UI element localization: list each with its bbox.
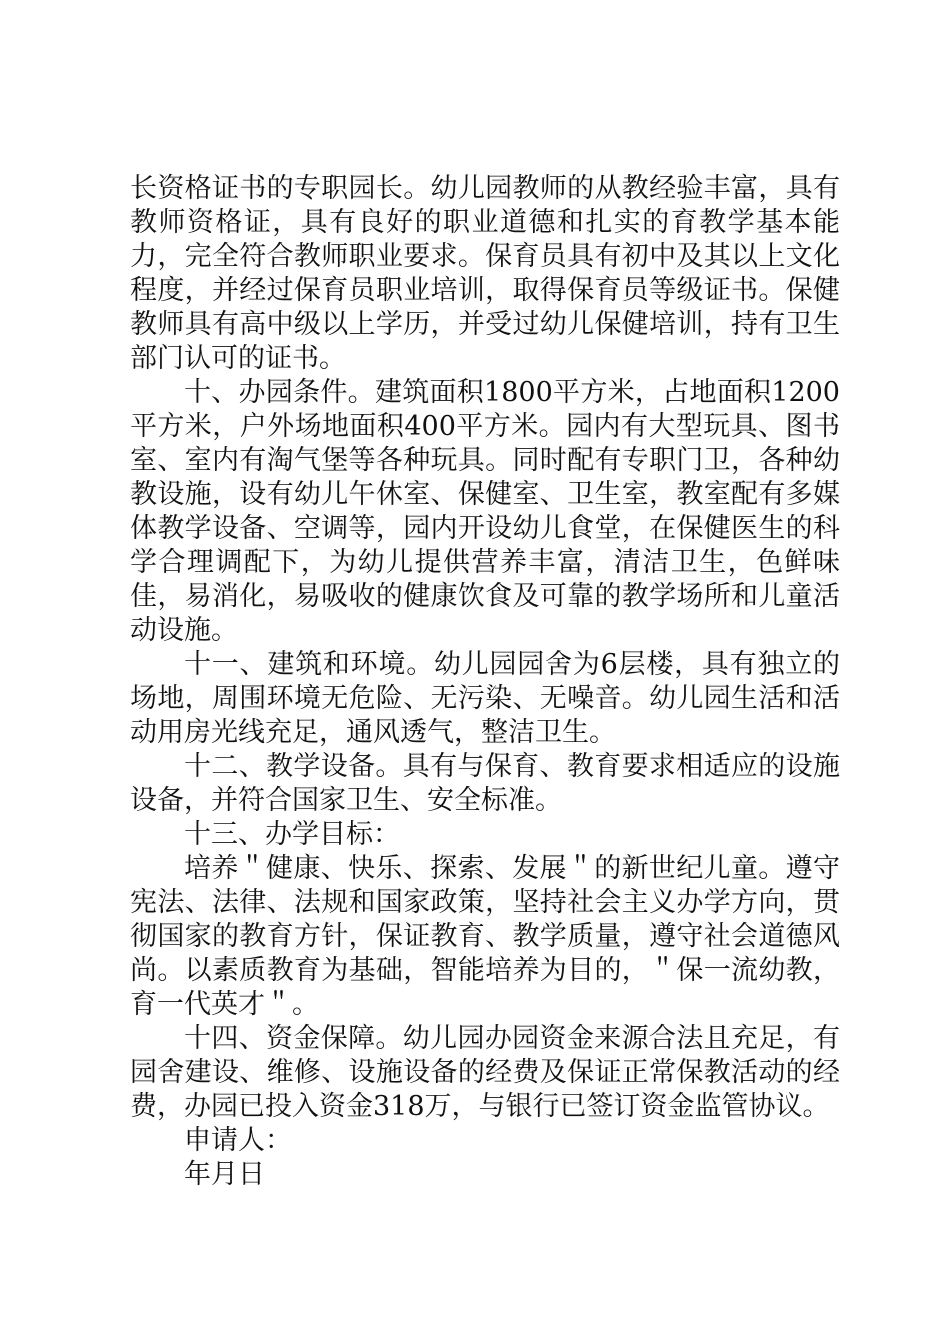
date-line: 年月日 <box>184 1159 265 1190</box>
paragraph-qualifications: 长资格证书的专职园长。幼儿园教师的从教经验丰富，具有教师资格证，具有良好的职业道德和扎实的育教学基本能力，完全符合教师职业要求。保育员具有初中及其以上文化程度，并经过保育员职业培训，取得保育员等级证书。保健教师具有高中级以上学历，并受过幼儿保健培训，持有卫生部门认可的证书。 <box>130 173 840 374</box>
paragraph-building-environment: 十一、建筑和环境。幼儿园园舍为6层楼，具有独立的场地，周围环境无危险、无污染、无噪音。幼儿园生活和活动用房光线充足，通风透气，整洁卫生。 <box>130 649 840 748</box>
paragraph-school-goals-heading: 十三、办学目标： <box>184 819 400 850</box>
paragraph-funding: 十四、资金保障。幼儿园办园资金来源合法且充足，有园舍建设、维修、设施设备的经费及保证正常保教活动的经费，办园已投入资金318万，与银行已签订资金监管协议。 <box>130 1023 840 1122</box>
paragraph-school-goals: 培养＂健康、快乐、探索、发展＂的新世纪儿童。遵守宪法、法律、法规和国家政策，坚持社会主义办学方向，贯彻国家的教育方针，保证教育、教学质量，遵守社会道德风尚。以素质教育为基础，智能培养为目的，＂保一流幼教，育一代英才＂。 <box>130 853 840 1020</box>
paragraph-facility-conditions: 十、办园条件。建筑面积1800平方米，占地面积1200平方米，户外场地面积400平方米。园内有大型玩具、图书室、室内有淘气堡等各种玩具。同时配有专职门卫，各种幼教设施，设有幼儿午休室、保健室、卫生室，教室配有多媒体教学设备、空调等，园内开设幼儿食堂，在保健医生的科学合理调配下，为幼儿提供营养丰富，清洁卫生，色鲜味佳，易消化，易吸收的健康饮食及可靠的教学场所和儿童活动设施。 <box>130 377 840 646</box>
paragraph-teaching-equipment: 十二、教学设备。具有与保育、教育要求相适应的设施设备，并符合国家卫生、安全标准。 <box>130 751 840 816</box>
document-body <box>130 172 840 1192</box>
applicant-line: 申请人： <box>184 1125 292 1156</box>
